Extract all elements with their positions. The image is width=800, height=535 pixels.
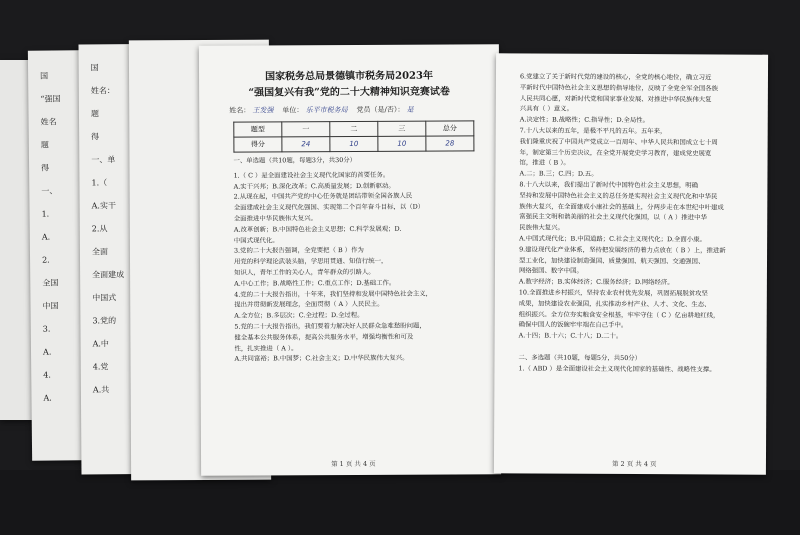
peek-line: 国 [40,71,49,81]
text-line: 型工业化，加快建设制造强国、质量强国、航天强国、交通强国、 [518,255,705,265]
unit-handwritten: 乐平市税务局 [305,106,348,115]
text-line: 2.从现在起，中国共产党的中心任务就是团结带领全国各族人民 [233,192,413,201]
peek-line: A. [43,393,52,403]
handwritten-score: 28 [445,139,455,148]
exam-meta [229,105,413,116]
text-line: A.实干兴邦；B.深化改革；C.高质量发展；D.创新驱动。 [233,181,395,191]
text-line: 人民共同心愿，对新时代党和国家事业发展、对推进中华民族伟大复 [519,94,712,104]
score-cell [378,136,426,151]
text-line: 民族伟大复兴。 [519,223,564,232]
table-edge [0,470,800,535]
unit-label: 单位： [282,106,304,115]
text-line: 二、多选题（共10题，每题5分，共50分） [518,353,642,362]
peek-line: 1.（ [91,178,108,188]
exam-body [518,71,752,375]
name-label: 姓名： [229,106,251,115]
score-header-cell: 一 [282,122,330,137]
text-line: 组织振兴。全方位夯实粮食安全根基，牢牢守住（ C ）亿亩耕地红线， [518,309,720,319]
score-cell [426,136,474,151]
peek-line: A.中 [92,339,109,349]
score-header-cell: 三 [378,121,426,136]
text-line: A.二；B.三；C.四；D.五。 [519,169,598,178]
text-line: A.十四；B.十六；C.十八；D.二十。 [518,331,623,341]
text-line: 网络强国、数字中国。 [518,266,583,276]
peek-line: 姓名 [40,117,57,127]
party-label: 党员（是/否）： [356,105,405,114]
exam-title-line2: “强国复兴有我”党的二十大精神知识竞赛试卷 [248,86,450,99]
text-line: 知识人，青年工作的关心人，青年群众的引路人。 [234,267,375,277]
text-line: A.全方位；B.多层次；C.全过程；D.全过程。 [234,311,364,320]
text-line: 全面推进中华民族伟大复兴。 [233,214,317,223]
text-line: A.中国式现代化；B.中国道路；C.社会主义现代化；D.全面小康。 [519,234,706,244]
peek-line: 4.党 [92,362,109,372]
text-line: 4.党的二十大报告指出，十年来，我们坚持和发展中国特色社会主义， [234,289,433,299]
text-line: 平新时代中国特色社会主义思想的指导地位，反映了全党全军全国各族 [519,83,719,93]
text-line: 健全基本公共服务体系，提高公共服务水平，增强均衡性和可及 [234,332,414,342]
text-line: 我们隆重庆祝了中国共产党成立一百周年、中华人民共和国成立七十周 [519,137,718,147]
question-lines [234,169,485,365]
peek-line: 2. [42,255,50,265]
exam-page-2 [494,53,768,474]
exam-title-line1: 国家税务总局景德镇市税务局2023年 [265,70,433,83]
peek-line: 一、单 [91,155,116,165]
text-line: 富强民主文明和谐美丽的社会主义现代化强国，以（ A ）推进中华 [519,212,707,222]
text-line: 确保中国人的饭碗牢牢端在自己手中。 [518,320,628,330]
text-line: 族伟大复兴，在全面建成小康社会的基础上，分两步走在本世纪中叶建成 [519,201,724,212]
peek-line: 全国 [42,278,59,288]
page-footer: 第 2 页 共 4 页 [611,459,657,469]
question-lines [518,71,752,375]
peek-line: 得 [41,163,50,173]
score-header-cell: 题型 [234,122,282,137]
text-line: A.决定性；B.战略性；C.指导性；D.全局性。 [519,115,650,125]
peek-line: 3.党的 [92,316,117,326]
score-table [233,120,474,152]
back-sheet-3-text [91,62,125,407]
peek-line: 2.从 [91,224,108,234]
text-line: 10.全面推进乡村振兴，坚持农业农村优先发展，巩固拓展脱贫攻坚 [518,288,708,298]
text-line: A.数字经济；B.实体经济；C.服务经济；D.网络经济。 [518,277,674,287]
section-heading: 一、单选题（共10题，每题3分，共30分） [233,155,357,165]
peek-line: A. [42,347,52,357]
score-cell [330,136,378,151]
page-footer: 第 1 页 共 4 页 [331,459,376,469]
handwritten-score: 10 [349,139,359,149]
text-line: 8.十八大以来，我们提出了新时代中国特色社会主义思想，明确 [519,180,699,190]
peek-line: 全面建成 [92,270,125,280]
peek-line: 姓名： [90,86,115,96]
peek-line: 全面 [91,247,108,257]
peek-line: 一、 [41,186,58,196]
text-line: A.改革创新；B.中国特色社会主义思想；C.科学发展观；D. [233,224,402,234]
text-line: 坚持和发展中国特色社会主义的总任务是实现社会主义现代化和中华民 [519,191,718,201]
score-header-cell: 总分 [426,121,474,136]
text-line: 兴具有（ ）意义。 [519,104,573,114]
text-line: 3.党的二十大报告强调，全党要把（ B ）作为 [233,246,364,255]
peek-line: 中国 [42,301,59,311]
handwritten-score: 24 [301,140,311,149]
score-header-cell: 二 [330,121,378,136]
peek-line: A.实干 [91,201,116,211]
peek-line: 1. [41,209,50,219]
text-line: 提出并贯彻新发展理念，全面贯彻（ A ）人民民主。 [234,300,384,309]
handwritten-score: 10 [397,139,407,148]
text-line: 1.（ ABD ）是全面建设社会主义现代化国家的基础性、战略性支撑。 [518,363,716,373]
score-cell [282,137,330,152]
text-line: 性，扎实推进（ A ）。 [234,343,298,353]
peek-line: 3. [42,324,51,334]
peek-line: “强国 [40,94,61,104]
text-line: 9.建设现代化产业体系，坚持把发展经济的着力点放在（ B ）上，推进新 [519,245,726,255]
peek-line: 中国式 [92,293,117,303]
text-line: 7.十八大以来的五年，是极不平凡的五年。五年来， [519,126,667,136]
text-line: 年，制定第三个历史决议，在全党开展党史学习教育，建成党史展览 [519,147,712,157]
text-line: 馆，推进（ B ）。 [519,158,570,168]
exam-body [233,154,484,364]
text-line: 5.党的二十大报告指出，我们要着力解决好人民群众急难愁盼问题， [234,321,426,331]
score-row-label: 得分 [234,137,282,152]
text-line: 成果，加快建设农业强国，扎实推动乡村产业、人才、文化、生态、 [518,299,711,309]
name-handwritten: 王发强 [252,106,274,115]
text-line: 用党的科学理论武装头脑，学思用贯通、知信行统一， [233,256,388,266]
peek-line: A.共 [92,385,110,395]
text-line: 全面建成社会主义现代化强国、实现第二个百年奋斗目标，以（D） [233,202,425,212]
exam-page-1 [199,44,501,476]
peek-line: 4. [43,370,51,380]
back-sheet-2-text [40,70,64,415]
text-line: A.中心工作；B.战略性工作；C.重点工作；D.基础工作。 [234,278,396,288]
peek-line: 题 [40,140,49,150]
party-handwritten: 是 [406,105,414,114]
peek-line: 得 [91,132,100,142]
text-line: A.共同富裕；B.中国梦；C.社会主义；D.中华民族伟大复兴。 [234,354,409,363]
peek-line: A. [41,232,51,242]
text-line: 6.党建立了关于新时代党的建设的核心，全党的核心地位，确立习近 [519,72,712,82]
peek-line: 国 [90,63,99,73]
peek-line: 题 [90,109,100,119]
text-line: 1.（ C ）是全面建设社会主义现代化国家的首要任务。 [233,170,390,180]
text-line: 中国式现代化。 [233,235,279,245]
